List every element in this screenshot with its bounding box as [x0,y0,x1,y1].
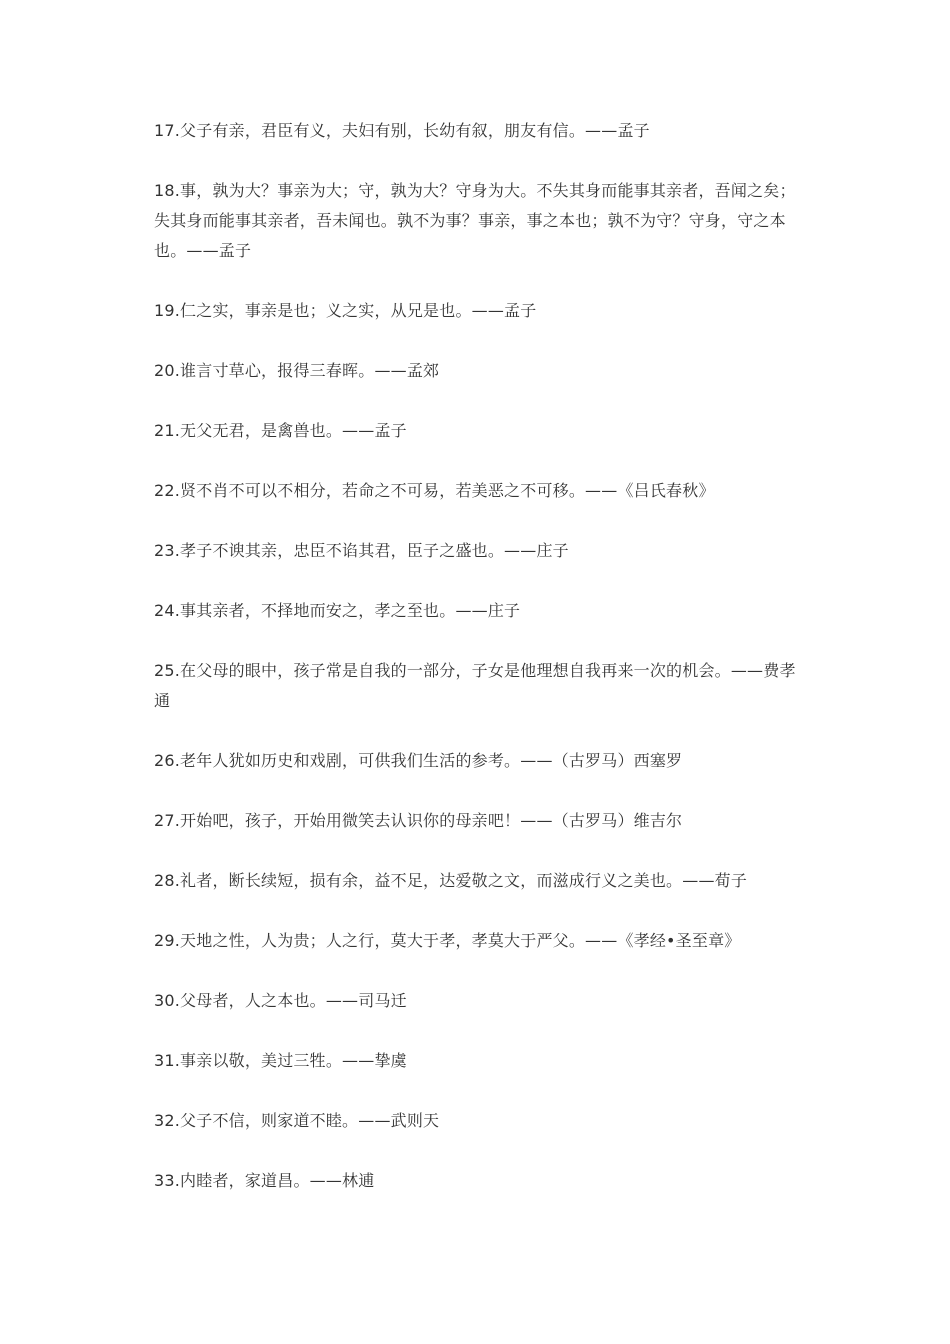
quote-25: 25.在父母的眼中，孩子常是自我的一部分，子女是他理想自我再来一次的机会。——费孝通 [154,661,796,710]
quote-30: 30.父母者，人之本也。——司马迁 [154,991,407,1010]
quote-28: 28.礼者，断长续短，损有余，益不足，达爱敬之文，而滋成行义之美也。——荀子 [154,871,748,890]
quote-32: 32.父子不信，则家道不睦。——武则天 [154,1111,440,1130]
quote-26: 26.老年人犹如历史和戏剧，可供我们生活的参考。——（古罗马）西塞罗 [154,751,683,770]
quote-31: 31.事亲以敬，美过三牲。——挚虞 [154,1051,407,1070]
quote-21: 21.无父无君，是禽兽也。——孟子 [154,421,407,440]
quote-27: 27.开始吧，孩子，开始用微笑去认识你的母亲吧！——（古罗马）维吉尔 [154,811,683,830]
quote-22: 22.贤不肖不可以不相分，若命之不可易，若美恶之不可移。——《吕氏春秋》 [154,481,715,500]
quote-29: 29.天地之性，人为贵；人之行，莫大于孝，孝莫大于严父。——《孝经•圣至章》 [154,931,741,950]
document-body [154,116,804,1226]
quote-23: 23.孝子不谀其亲，忠臣不谄其君，臣子之盛也。——庄子 [154,541,569,560]
quote-33: 33.内睦者，家道昌。——林逋 [154,1171,375,1190]
quote-17: 17.父子有亲，君臣有义，夫妇有别，长幼有叙，朋友有信。——孟子 [154,121,650,140]
quote-20: 20.谁言寸草心，报得三春晖。——孟郊 [154,361,440,380]
quote-24: 24.事其亲者，不择地而安之，孝之至也。——庄子 [154,601,521,620]
quote-18: 18.事，孰为大？事亲为大；守，孰为大？守身为大。不失其身而能事其亲者，吾闻之矣；失其身而能事其亲者，吾未闻也。孰不为事？事亲，事之本也；孰不为守？守身，守之本也。——孟子 [154,181,796,260]
quote-19: 19.仁之实，事亲是也；义之实，从兄是也。——孟子 [154,301,537,320]
